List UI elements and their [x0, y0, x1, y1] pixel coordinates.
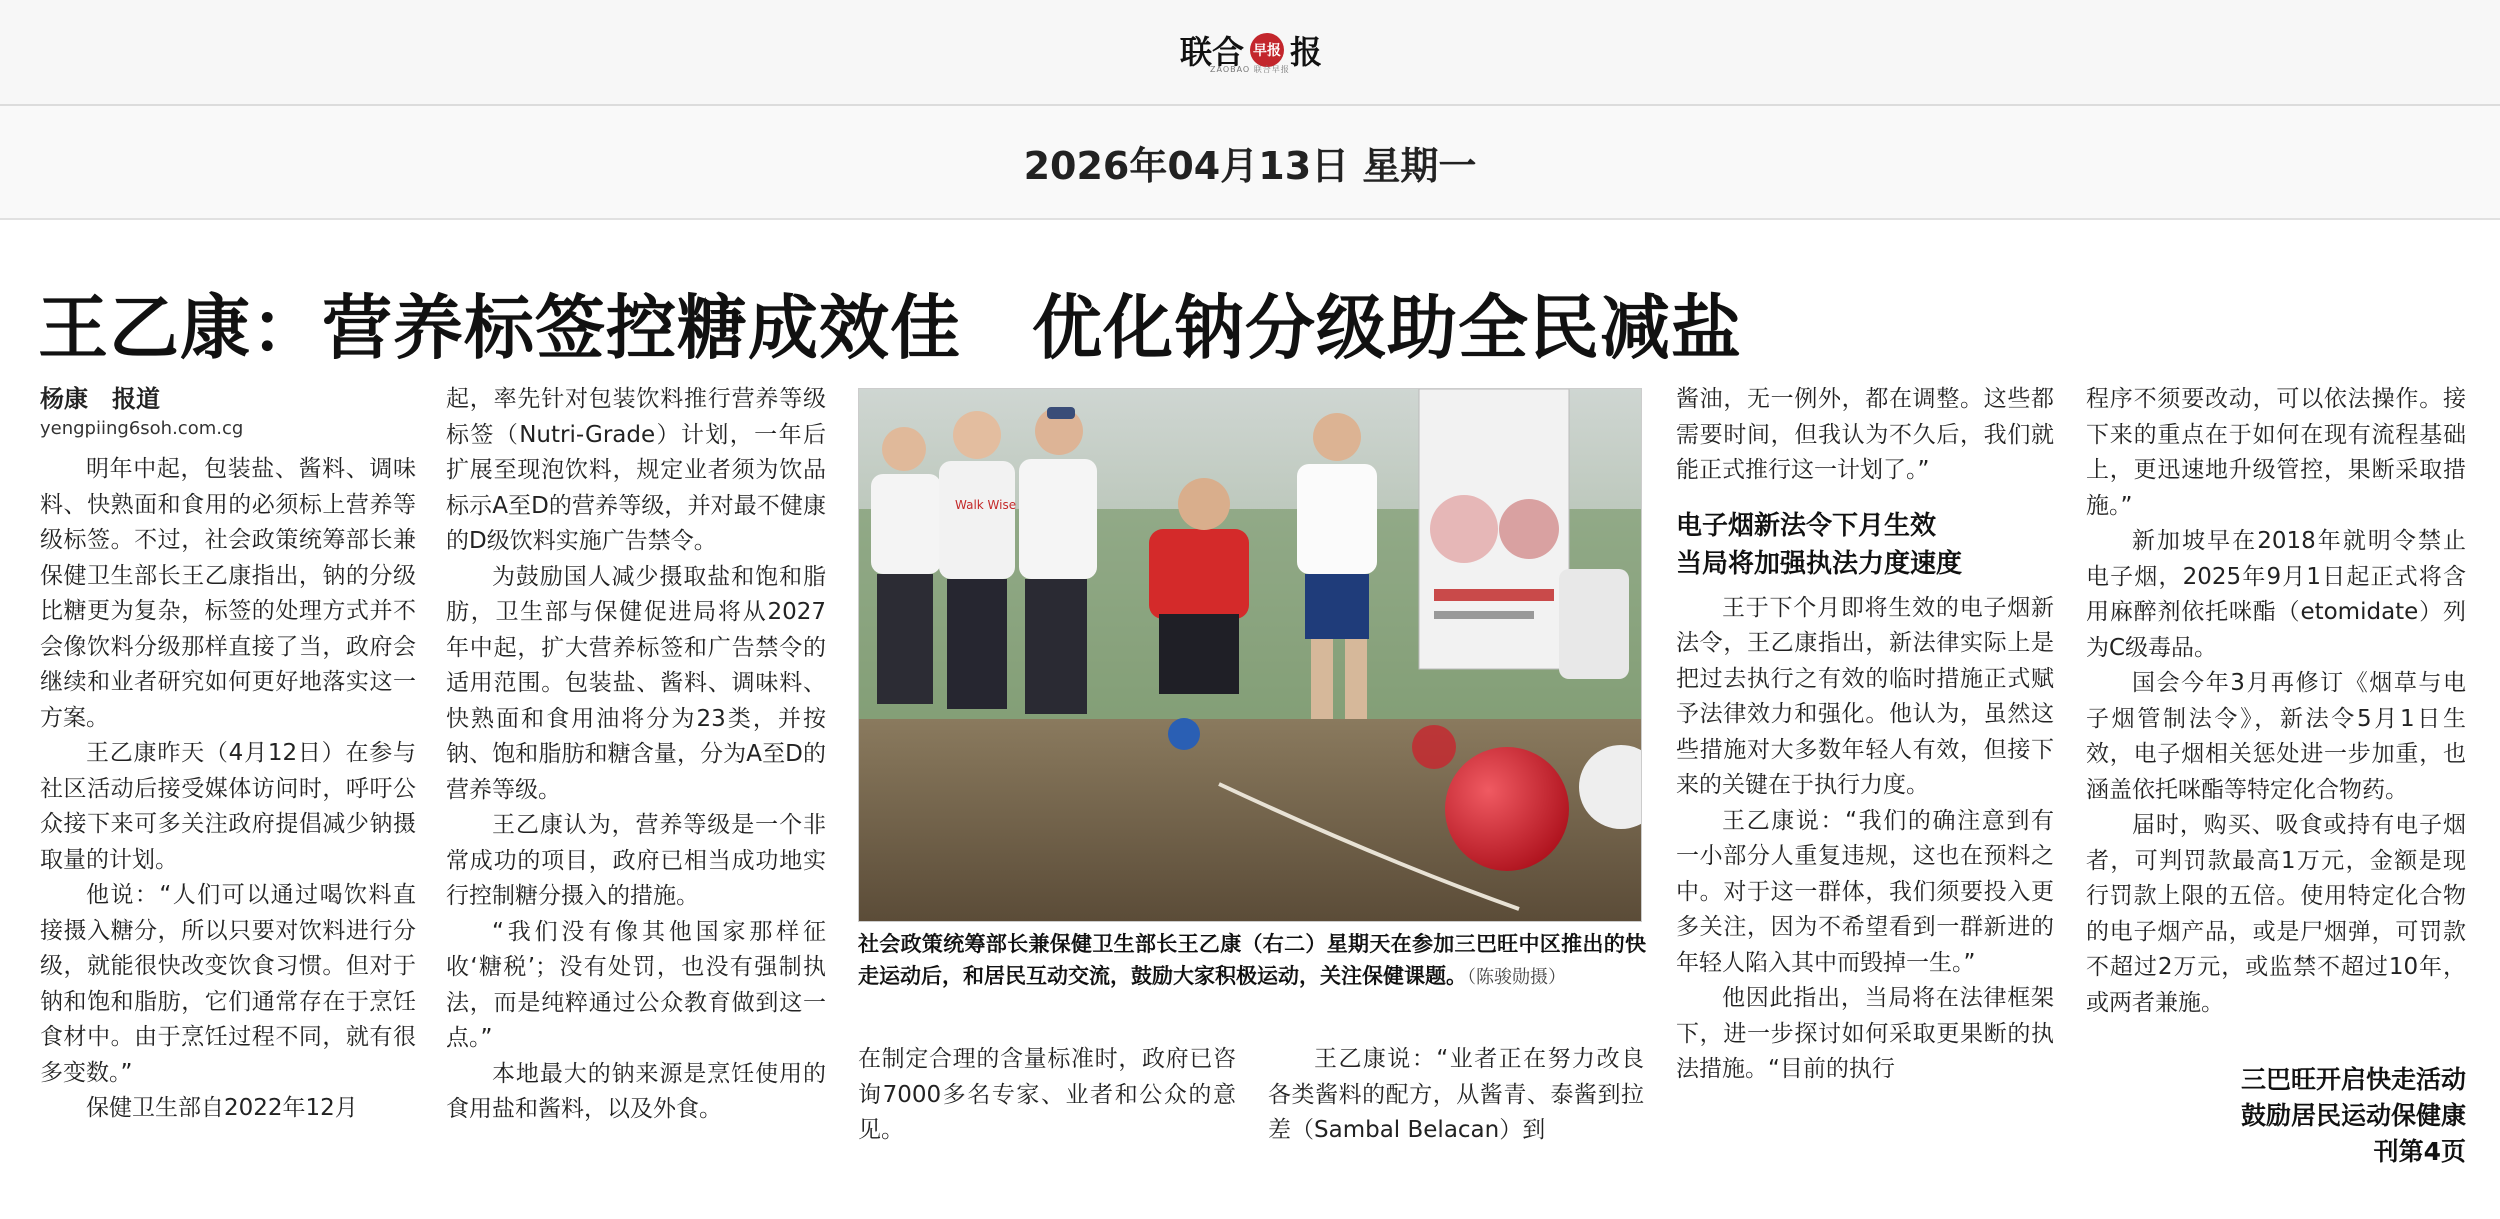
paragraph: 保健卫生部自2022年12月	[86, 1095, 358, 1121]
related-story-teaser[interactable]	[2176, 1062, 2466, 1170]
paragraph: 王于下个月即将生效的电子烟新法令，王乙康指出，新法律实际上是把过去执行之有效的临时措施正式赋予法律效力和强化。他认为，虽然这些措施对大多数年轻人有效，但接下来的关键在于执行力度。	[1676, 594, 2054, 798]
paragraph: 酱油，无一例外，都在调整。这些都需要时间，但我认为不久后，我们就能正式推行这一计划了。”	[1676, 386, 2054, 483]
paragraph: 王乙康说：“业者正在努力改良各类酱料的配方，从酱青、泰酱到拉差（Sambal Belacan）到	[1268, 1046, 1644, 1143]
paragraph: 在制定合理的含量标准时，政府已咨询7000多名专家、业者和公众的意见。	[858, 1046, 1236, 1143]
byline-author: 杨康 报道	[40, 385, 160, 413]
paragraph: 国会今年3月再修订《烟草与电子烟管制法令》，新法令5月1日生效，电子烟相关惩处进一步加重，也涵盖依托咪酯等特定化合物药。	[2086, 670, 2466, 803]
paragraph: “我们没有像其他国家那样征收‘糖税’；没有处罚，也没有强制执法，而是纯粹通过公众教育做到这一点。”	[446, 918, 826, 1051]
photo-caption	[858, 928, 1646, 994]
paragraph: 为鼓励国人减少摄取盐和饱和脂肪，卫生部与保健促进局将从2027年中起，扩大营养标签和广告禁令的适用范围。包装盐、酱料、调味料、快熟面和食用油将分为23类，并按钠、饱和脂肪和糖含量，分为A至D的营养等级。	[446, 563, 826, 803]
article-column-4	[1268, 1042, 1644, 1172]
logo-text-left: 联合	[1180, 33, 1245, 71]
logo-seal-icon: 早报	[1250, 33, 1284, 67]
paragraph: 王乙康昨天（4月12日）在参与社区活动后接受媒体访问时，呼吁公众接下来可多关注政府提倡减少钠摄取量的计划。	[40, 740, 416, 873]
article-column-2	[446, 382, 826, 1172]
paragraph: 程序不须要改动，可以依法操作。接下来的重点在于如何在现有流程基础上，更迅速地升级管控，果断采取措施。”	[2086, 386, 2466, 519]
paragraph: 他说：“人们可以通过喝饮料直接摄入糖分，所以只要对饮料进行分级，就能很快改变饮食习惯。但对于钠和饱和脂肪，它们通常存在于烹饪食材中。由于烹饪过程不同，就有很多变数。”	[40, 882, 416, 1086]
shirt-print: Walk Wise	[955, 498, 1017, 512]
paragraph: 明年中起，包装盐、酱料、调味料、快熟面和食用的必须标上营养等级标签。不过，社会政策统筹部长兼保健卫生部长王乙康指出，钠的分级比糖更为复杂，标签的处理方式并不会像饮料分级那样直接了当，政府会继续和业者研究如何更好地落实这一方案。	[40, 456, 416, 731]
teaser-line: 鼓励居民运动保健康	[2240, 1101, 2466, 1130]
paragraph: 新加坡早在2018年就明令禁止电子烟，2025年9月1日起正式将含用麻醉剂依托咪酯（etomidate）列为C级毒品。	[2086, 528, 2466, 661]
article-subheading: 电子烟新法令下月生效 当局将加强执法力度速度	[1676, 510, 1963, 579]
paragraph: 届时，购买、吸食或持有电子烟者，可判罚款最高1万元，金额是现行罚款上限的五倍。使用特定化合物的电子烟产品，或是尸烟弹，可罚款不超过2万元，或监禁不超过10年，或两者兼施。	[2086, 812, 2466, 1016]
paragraph: 王乙康认为，营养等级是一个非常成功的项目，政府已相当成功地实行控制糖分摄入的措施。	[446, 812, 826, 909]
teaser-page-ref: 刊第4页	[2373, 1137, 2466, 1166]
byline-email[interactable]: yengpiing6soh.com.cg	[40, 418, 244, 439]
logo-text-right: 报	[1290, 33, 1323, 71]
masthead	[0, 0, 2500, 106]
teaser-line: 三巴旺开启快走活动	[2240, 1065, 2466, 1094]
article-column-1	[40, 382, 416, 1172]
paragraph: 本地最大的钠来源是烹饪使用的食用盐和酱料，以及外食。	[446, 1060, 826, 1122]
article-headline: 王乙康：营养标签控糖成效佳 优化钠分级助全民减盐	[38, 287, 1742, 369]
paragraph: 王乙康说：“我们的确注意到有一小部分人重复违规，这也在预料之中。对于这一群体，我们须要投入更多关注，因为不希望看到一群新进的年轻人陷入其中而毁掉一生。”	[1676, 807, 2054, 976]
logo-subtitle: ZAOBAO 联合早报	[1210, 65, 1290, 74]
article-column-5	[1676, 382, 2054, 1172]
caption-text: 社会政策统筹部长兼保健卫生部长王乙康（右二）星期天在参加三巴旺中区推出的快走运动后，和居民互动交流，鼓励大家积极运动，关注保健课题。	[858, 932, 1646, 988]
publication-date: 2026年04月13日 星期一	[0, 106, 2500, 220]
article-photo[interactable]	[858, 388, 1642, 922]
article-column-6	[2086, 382, 2466, 1047]
paragraph: 起，率先针对包装饮料推行营养等级标签（Nutri-Grade）计划，一年后扩展至现泡饮料，规定业者须为饮品标示A至D的营养等级，并对最不健康的D级饮料实施广告禁令。	[446, 386, 826, 554]
paragraph: 他因此指出，当局将在法律框架下，进一步探讨如何采取更果断的执法措施。“目前的执行	[1676, 985, 2054, 1082]
article-column-3	[858, 1042, 1236, 1172]
photo-credit: （陈骏勋摄）	[1467, 967, 1566, 988]
photo-illustration	[859, 389, 1641, 921]
